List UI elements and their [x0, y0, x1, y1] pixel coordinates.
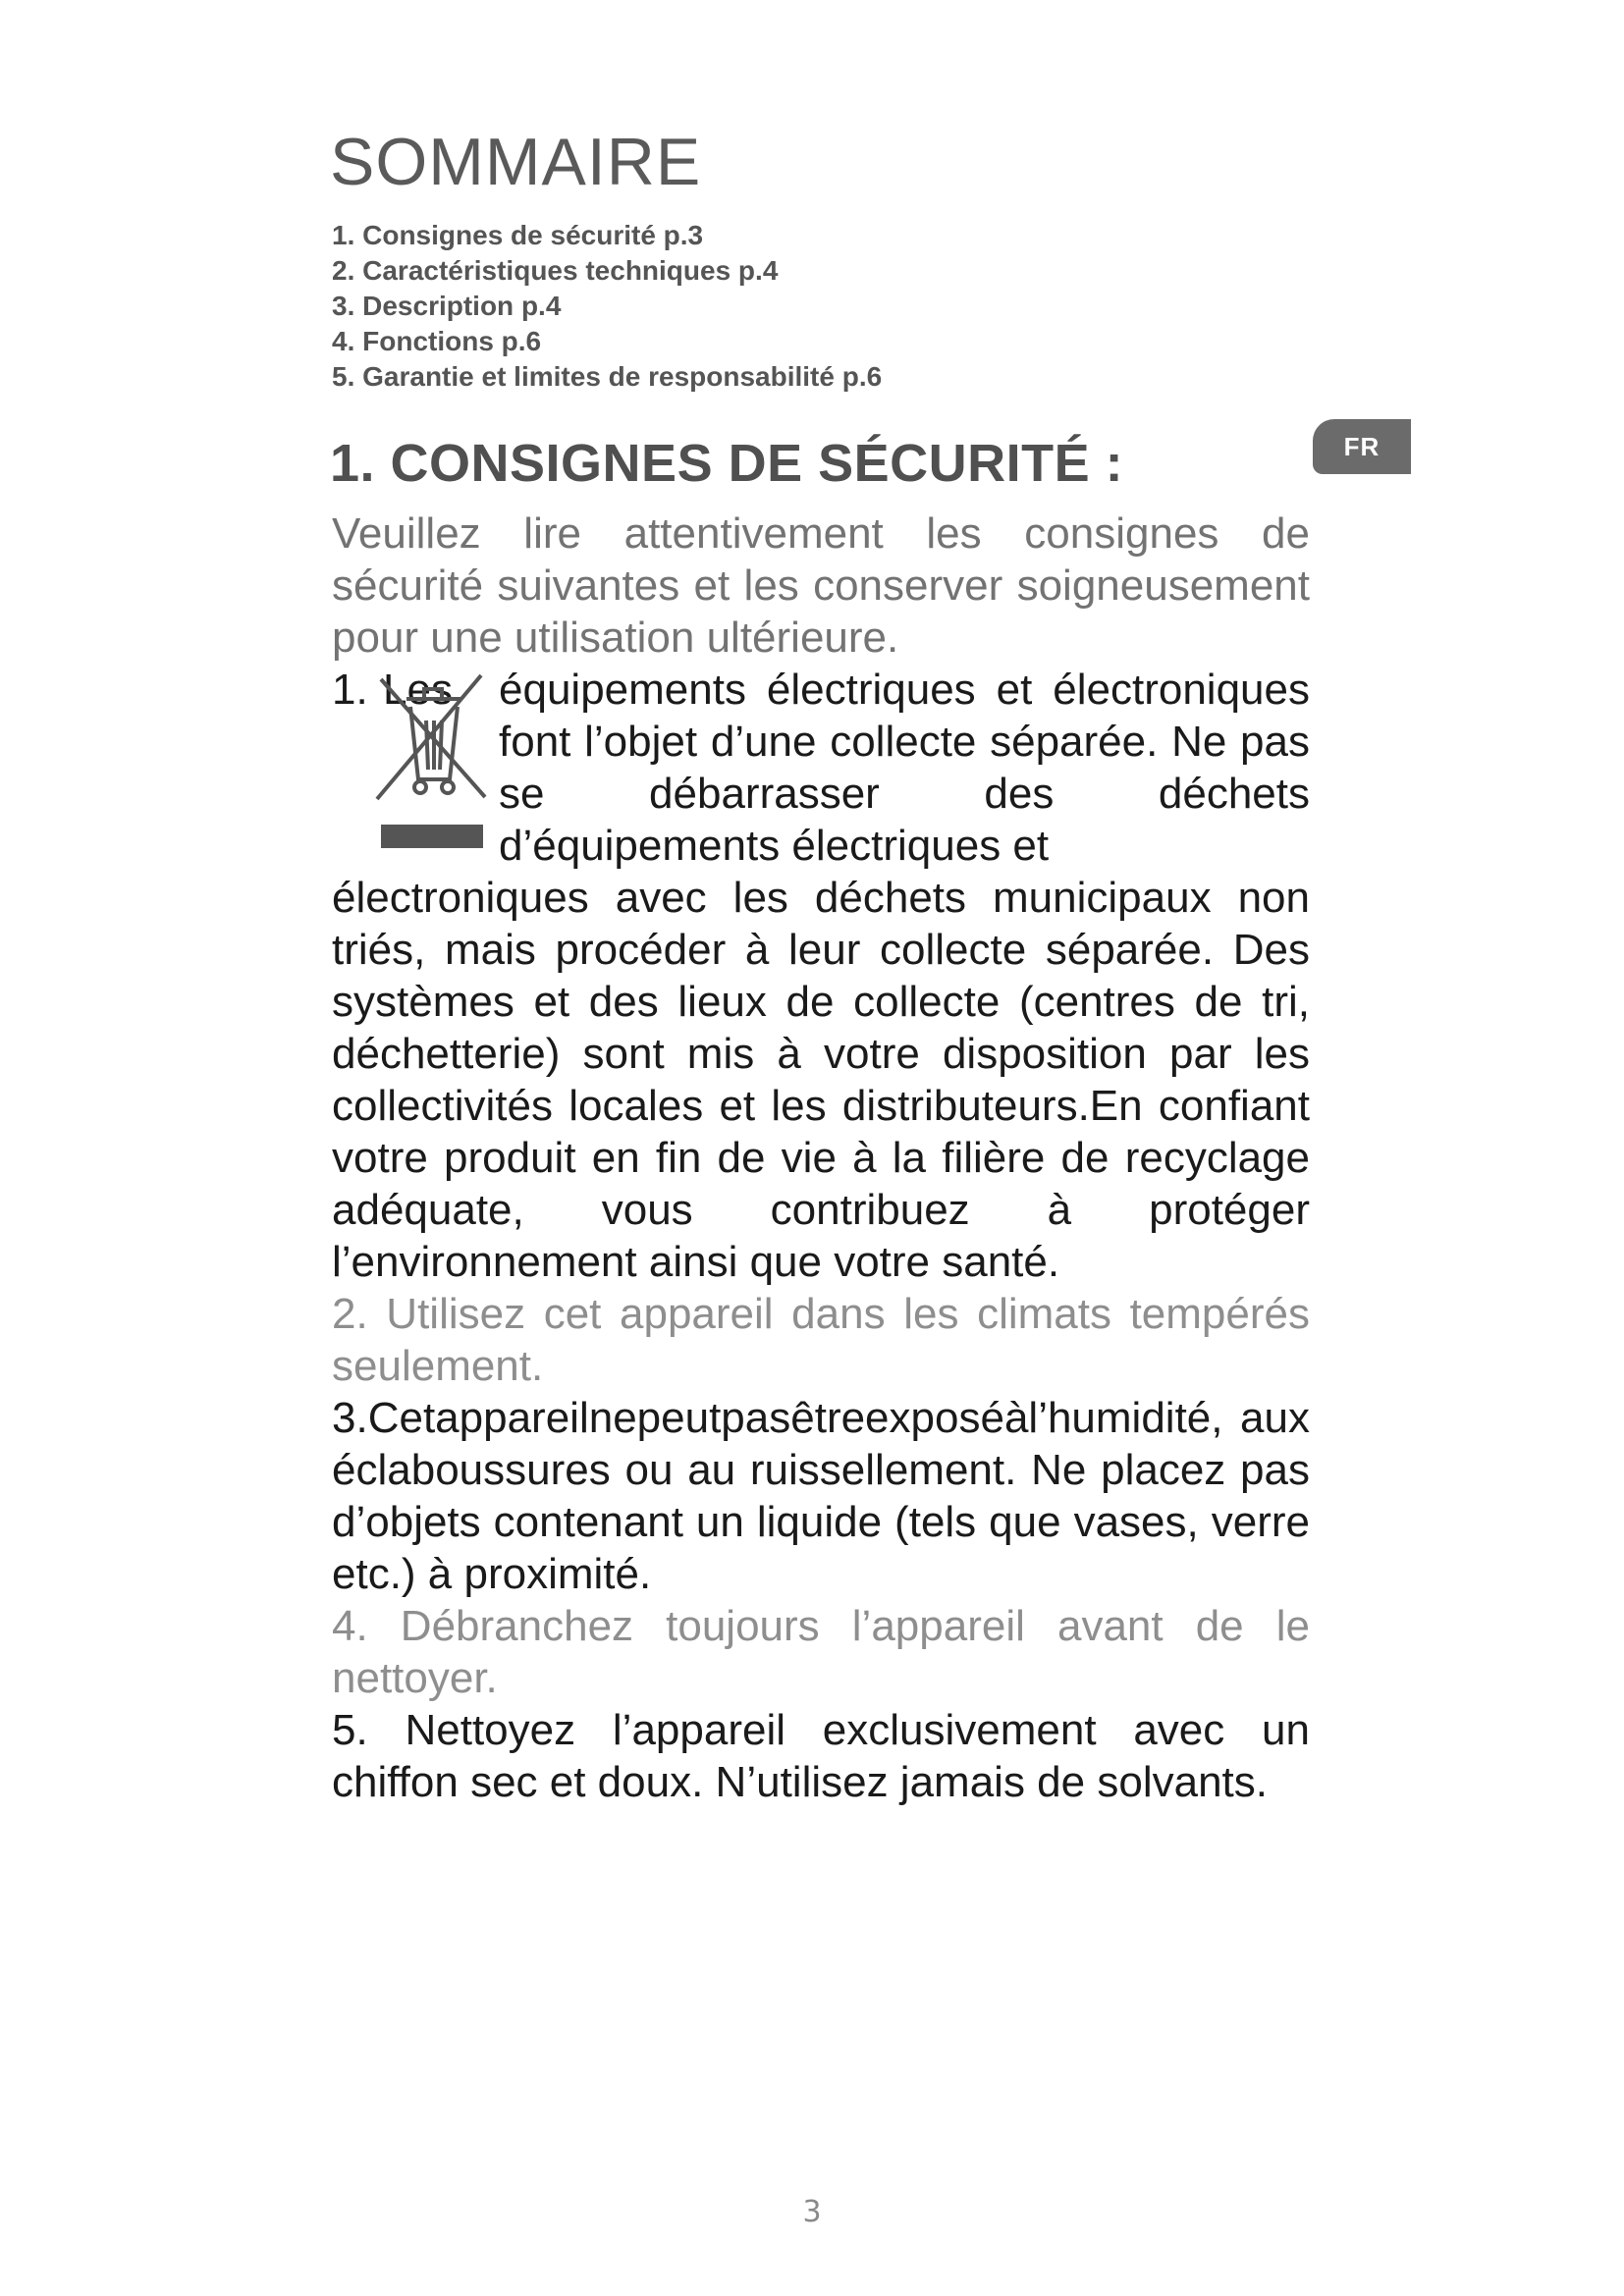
weee-crossed-bin-icon: [371, 671, 489, 858]
toc-item: 4. Fonctions p.6: [332, 326, 542, 356]
section-heading: 1. CONSIGNES DE SÉCURITÉ :: [330, 434, 1124, 493]
toc-item: 2. Caractéristiques techniques p.4: [332, 255, 779, 286]
toc-item: 1. Consignes de sécurité p.3: [332, 220, 704, 250]
toc-item: 3. Description p.4: [332, 291, 562, 321]
intro-paragraph: Veuillez lire attentivement les consignes de sécurité suivantes et les conserver soigneusement pour une utilisation ultérieure.: [332, 509, 1310, 662]
item1-continued: électroniques avec les déchets municipaux non triés, mais procéder à leur collecte séparée. Des systèmes et des lieux de collecte (centres de tri, déchetterie) sont mis à votre disposition par les collectivités locales et les distributeurs.En confiant votre produit en fin de vie à la filière de recyclage adéquate, vous contribuez à protéger l’environnement ainsi que votre santé.: [332, 874, 1310, 1286]
page-number: 3: [802, 2195, 822, 2229]
item2: 2. Utilisez cet appareil dans les climats tempérés seulement.: [332, 1290, 1310, 1390]
table-of-contents: [332, 218, 882, 395]
language-tab: FR: [1313, 419, 1411, 474]
item4: 4. Débranchez toujours l’appareil avant de le nettoyer.: [332, 1602, 1310, 1702]
item5: 5. Nettoyez l’appareil exclusivement avec un chiffon sec et doux. N’utilisez jamais de solvants.: [332, 1706, 1310, 1806]
sommaire-title: SOMMAIRE: [330, 125, 702, 199]
item-number: 1.: [332, 666, 368, 714]
item-first-word: Les: [383, 666, 453, 714]
item1-text-beside-icon: [499, 664, 1310, 872]
toc-item: 5. Garantie et limites de responsabilité p.6: [332, 361, 883, 392]
item3: 3.Cetappareilnepeutpasêtreexposéàl’humidité, aux éclaboussures ou au ruissellement. Ne placez pas d’objets contenant un liquide (tels que vases, verre etc.) à proximité.: [332, 1394, 1310, 1598]
weee-item: [332, 664, 1310, 872]
safety-instructions: [332, 507, 1310, 1808]
item1-text: équipements électriques et électroniques font l’objet d’une collecte séparée. Ne pas se débarrasser des déchets d’équipements électriques et: [499, 666, 1310, 870]
